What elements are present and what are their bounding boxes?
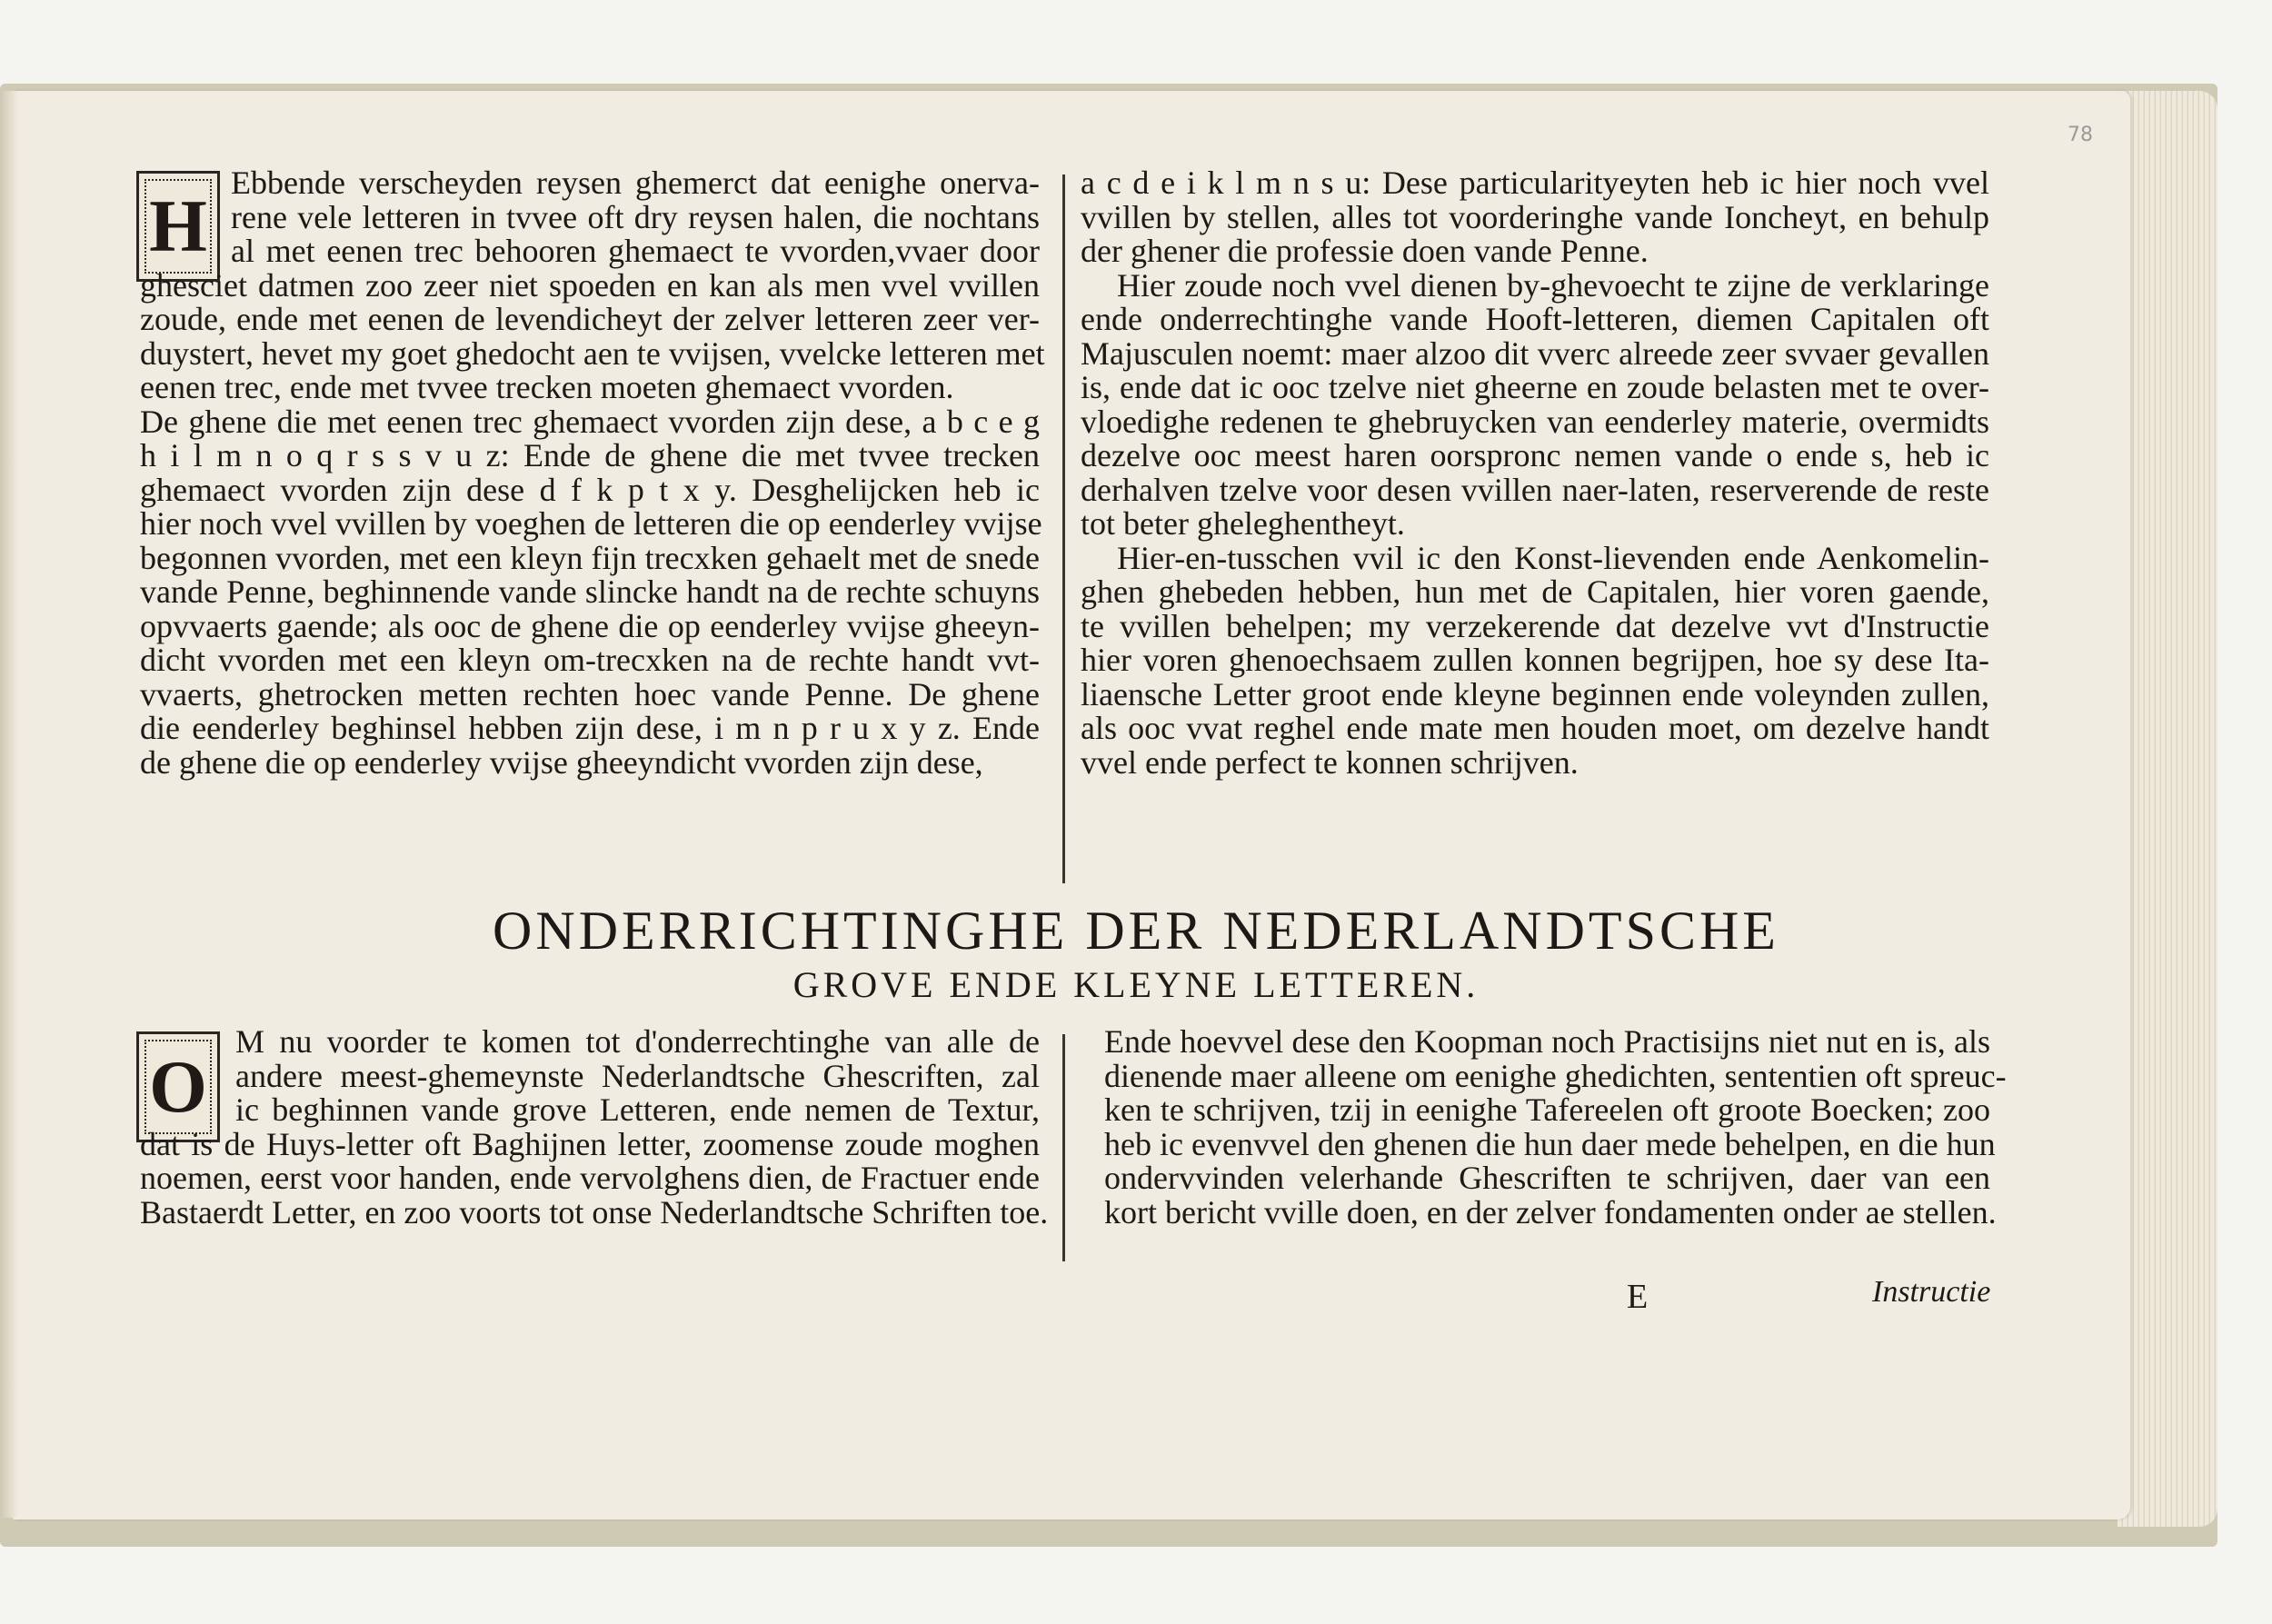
text-line: Majusculen noemt: maer alzoo dit vverc alreede zeer svvaer gevallen (1081, 334, 1989, 372)
text-line: de ghene die op eenderley vvijse gheeyndicht vvorden zijn dese, (140, 743, 983, 781)
text-line: der ghener die professie doen vande Penne. (1081, 233, 1649, 269)
text-line: hier noch vvel vvillen by voeghen de letteren die op eenderley vvijse (140, 505, 1042, 542)
initial-letter: O (149, 1045, 207, 1128)
gutter-shadow (0, 91, 18, 1518)
text-line: dat is de Huys-letter oft Baghijnen letter, zoomense zoude moghen (140, 1125, 1040, 1162)
text-line: die eenderley beghinsel hebben zijn dese, i m n p r u x y z. Ende (140, 710, 1040, 746)
text-line: begonnen vvorden, met een kleyn fijn trecxken gehaelt met de snede (140, 539, 1040, 576)
text-line: zoude, ende met eenen de levendicheyt der zelver letteren zeer ver- (140, 301, 1040, 337)
section1-left-column (140, 164, 1045, 781)
text-line: liaensche Letter groot ende kleyne beginnen ende voleynden zullen, (1081, 675, 1989, 712)
page-number: 78 (2068, 124, 2093, 146)
text-line: ghemaect vvorden zijn dese d f k p t x y. Desghelijcken heb ic (140, 471, 1040, 508)
text-line: vloedighe redenen te ghebruycken van eenderley materie, overmidts (1081, 403, 1989, 440)
section1-right-column (1081, 166, 1989, 780)
text-line: noemen, eerst voor handen, ende vervolghens dien, de Fractuer ende (140, 1160, 1040, 1196)
text-line: a c d e i k l m n s u: Dese particularityeyten heb ic hier noch vvel (1081, 164, 1989, 201)
text-line: dienende maer alleene om eenighe ghedichten, sententien oft spreuc- (1104, 1057, 2007, 1094)
text-line: ghen ghebeden hebben, hun met de Capitalen, hier voren gaende, (1081, 573, 1989, 610)
initial-letter: H (149, 184, 207, 267)
section-heading: ONDERRICHTINGHE DER NEDERLANDTSCHE (493, 901, 1779, 961)
text-line: al met eenen trec behooren ghemaect te vvorden,vvaer door (231, 233, 1040, 269)
text-line: tot beter gheleghentheyt. (1081, 505, 1405, 542)
text-line: derhalven tzelve voor desen vvillen naer-laten, reserverende de reste (1081, 471, 1989, 508)
text-line: ken te schrijven, tzij in eenighe Tafereelen oft groote Boecken; zoo (1104, 1091, 1990, 1128)
text-line: opvvaerts gaende; als ooc de ghene die op eenderley vvijse gheeyn- (140, 607, 1040, 644)
text-line: M nu voorder te komen tot d'onderrechtinghe van alle de (235, 1023, 1040, 1060)
text-line: vvillen by stellen, alles tot voorderinghe vande Ioncheyt, en behulp (1081, 198, 1989, 235)
text-line: dezelve ooc meest haren oorspronc nemen vande o ende s, heb ic (1081, 437, 1989, 473)
text-line: eenen trec, ende met tvvee trecken moeten ghemaect vvorden. (140, 369, 954, 405)
page-edges (2118, 91, 2217, 1527)
text-line: ondervvinden velerhande Ghescriften te schrijven, daer van een (1104, 1160, 1990, 1196)
text-line: te vvillen behelpen; my verzekerende dat dezelve vvt d'Instructie (1081, 607, 1989, 644)
text-line: ic beghinnen vande grove Letteren, ende nemen de Textur, (235, 1091, 1040, 1128)
text-line: Bastaerdt Letter, en zoo voorts tot onse Nederlandtsche Schriften toe. (140, 1193, 1049, 1230)
text-line: ende onderrechtinghe vande Hooft-letteren, diemen Capitalen oft (1081, 301, 1989, 337)
text-line: duystert, hevet my goet ghedocht aen te vvijsen, vvelcke letteren met (140, 334, 1045, 372)
text-line: heb ic evenvvel den ghenen die hun daer mede behelpen, en die hun (1104, 1125, 1996, 1162)
text-line: h i l m n o q r s s v u z: Ende de ghene die met tvvee trecken (140, 437, 1040, 473)
text-line: vvaerts, ghetrocken metten rechten hoec vande Penne. De ghene (140, 675, 1040, 712)
signature-mark: E (1627, 1278, 1649, 1316)
column-divider-1 (1062, 174, 1065, 883)
text-line: vande Penne, beghinnende vande slincke handt na de rechte schuyns (140, 573, 1040, 610)
text-line: kort bericht vville doen, en der zelver fondamenten onder ae stellen. (1104, 1193, 1997, 1230)
text-line: Ende hoevvel dese den Koopman noch Practisijns niet nut en is, als (1104, 1023, 1990, 1060)
text-line: Hier-en-tusschen vvil ic den Konst-lievenden ende Aenkomelin- (1117, 539, 1989, 576)
text-line: vvel ende perfect te konnen schrijven. (1081, 743, 1579, 781)
catchword: Instructie (1872, 1275, 1991, 1309)
text-line: is, ende dat ic ooc tzelve niet gheerne en zoude belasten met te over- (1081, 369, 1989, 405)
section2-right-column (1104, 1023, 2007, 1230)
text-line: andere meest-ghemeynste Nederlandtsche Ghescriften, zal (235, 1057, 1040, 1094)
text-line: ghesciet datmen zoo zeer niet spoeden en kan als men vvel vvillen (140, 266, 1040, 304)
text-line: dicht vvorden met een kleyn om-trecxken na de rechte handt vvt- (140, 642, 1040, 678)
text-line: rene vele letteren in tvvee oft dry reysen halen, die nochtans (231, 198, 1040, 235)
section2-left-column (140, 1023, 1049, 1230)
column-divider-2 (1062, 1034, 1065, 1261)
text-line: De ghene die met eenen trec ghemaect vvorden zijn dese, a b c e g (140, 403, 1040, 440)
text-line: Hier zoude noch vvel dienen by-ghevoecht te zijne de verklaringe (1117, 266, 1989, 304)
section-subheading: GROVE ENDE KLEYNE LETTEREN. (792, 964, 1480, 1005)
text-line: als ooc vvat reghel ende mate men houden moet, om dezelve handt (1081, 710, 1989, 746)
text-line: Ebbende verscheyden reysen ghemerct dat eenighe onerva- (231, 164, 1040, 201)
text-line: hier voren ghenoechsaem zullen konnen begrijpen, hoe sy dese Ita- (1081, 642, 1989, 678)
